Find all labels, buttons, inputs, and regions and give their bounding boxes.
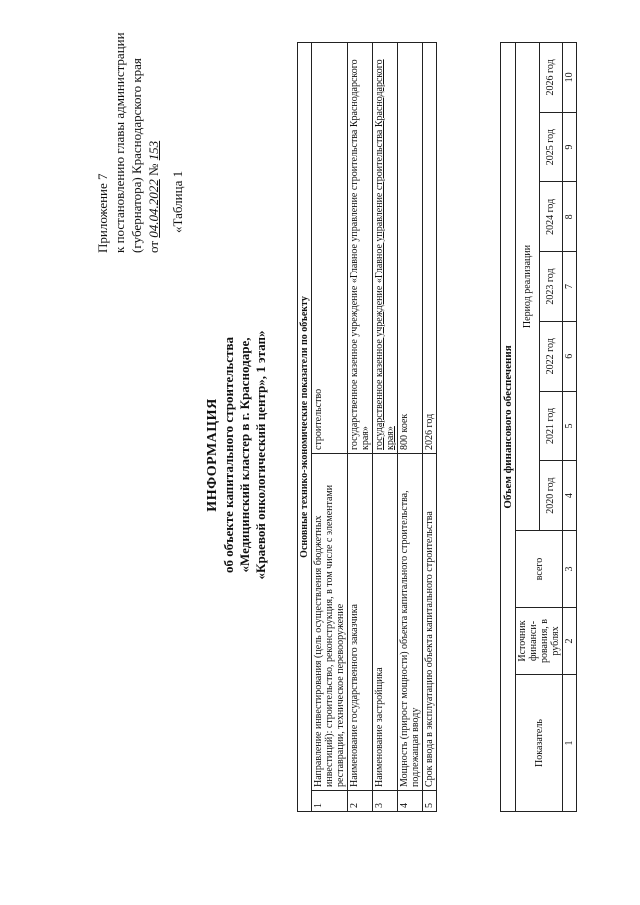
year-column: 2023 год xyxy=(539,252,563,322)
col-indicator: Показатель xyxy=(516,675,563,812)
table-row xyxy=(398,43,423,812)
appendix-date-line xyxy=(145,13,162,253)
row-value: государственное казенное учреждение «Главное управление строительства Краснодарского края» xyxy=(373,43,398,454)
row-number: 3 xyxy=(373,791,398,812)
column-number: 6 xyxy=(563,321,577,391)
finance-table-header: Объем финансового обеспечения xyxy=(501,43,516,812)
indicators-table xyxy=(297,42,437,812)
year-column: 2026 год xyxy=(539,43,563,113)
table-row xyxy=(312,43,348,812)
col-source: Источник финанси-рования, в рублях xyxy=(516,608,563,675)
date-value: 04.04.2022 xyxy=(146,179,161,238)
year-column: 2022 год xyxy=(539,321,563,391)
finance-table xyxy=(500,42,577,812)
row-number: 2 xyxy=(348,791,373,812)
indicators-table-header: Основные технико-экономические показатели по объекту xyxy=(298,43,312,812)
column-number: 3 xyxy=(563,531,577,608)
row-number: 4 xyxy=(398,791,423,812)
heading-line-2: «Медицинский кластер в г. Краснодаре, xyxy=(237,337,252,573)
table-row xyxy=(348,43,373,812)
column-number: 8 xyxy=(563,182,577,252)
row-number: 1 xyxy=(312,791,348,812)
column-number: 2 xyxy=(563,608,577,675)
column-number: 9 xyxy=(563,112,577,182)
row-value: государственное казенное учреждение «Главное управление строительства Краснодарского края» xyxy=(348,43,373,454)
table-row xyxy=(373,43,398,812)
row-name: Мощность (прирост мощности) объекта капитального строительства, подлежащая вводу xyxy=(398,454,423,791)
number-label: № xyxy=(146,163,161,176)
appendix-block xyxy=(94,13,162,253)
date-prefix: от xyxy=(146,240,161,253)
column-number-row xyxy=(563,43,577,812)
period-header: Период реализации xyxy=(516,43,540,531)
column-number: 5 xyxy=(563,391,577,461)
col-total: всего xyxy=(516,531,563,608)
row-number: 5 xyxy=(423,791,437,812)
heading-line-1: об объекте капитального строительства xyxy=(221,337,236,573)
row-value: 800 коек xyxy=(398,43,423,454)
year-column: 2025 год xyxy=(539,112,563,182)
year-column: 2021 год xyxy=(539,391,563,461)
table-row xyxy=(423,43,437,812)
row-value: строительство xyxy=(312,43,348,454)
heading-title: ИНФОРМАЦИЯ xyxy=(205,398,220,512)
number-value: 153 xyxy=(146,140,161,161)
year-column: 2020 год xyxy=(539,461,563,531)
table-label: «Таблица 1 xyxy=(170,170,185,233)
document-heading xyxy=(205,245,269,665)
column-number: 10 xyxy=(563,43,577,113)
column-number: 1 xyxy=(563,675,577,812)
year-column: 2024 год xyxy=(539,182,563,252)
row-name: Срок ввода в эксплуатацию объекта капитального строительства xyxy=(423,454,437,791)
row-name: Наименование застройщика xyxy=(373,454,398,791)
row-name: Наименование государственного заказчика xyxy=(348,454,373,791)
column-number: 4 xyxy=(563,461,577,531)
appendix-decree-line: к постановлению главы администрации xyxy=(112,32,127,253)
column-number: 7 xyxy=(563,252,577,322)
appendix-title: Приложение 7 xyxy=(95,173,110,253)
heading-line-3: «Краевой онкологический центр», 1 этап» xyxy=(253,330,268,580)
row-value: 2026 год xyxy=(423,43,437,454)
appendix-governor-line: (губернатора) Краснодарского края xyxy=(129,58,144,253)
row-name: Направление инвестирования (цель осуществления бюджетных инвестиций): строительство, реконструкция, в том числе с элементами реставрации, техническое перевооружение xyxy=(312,454,348,791)
